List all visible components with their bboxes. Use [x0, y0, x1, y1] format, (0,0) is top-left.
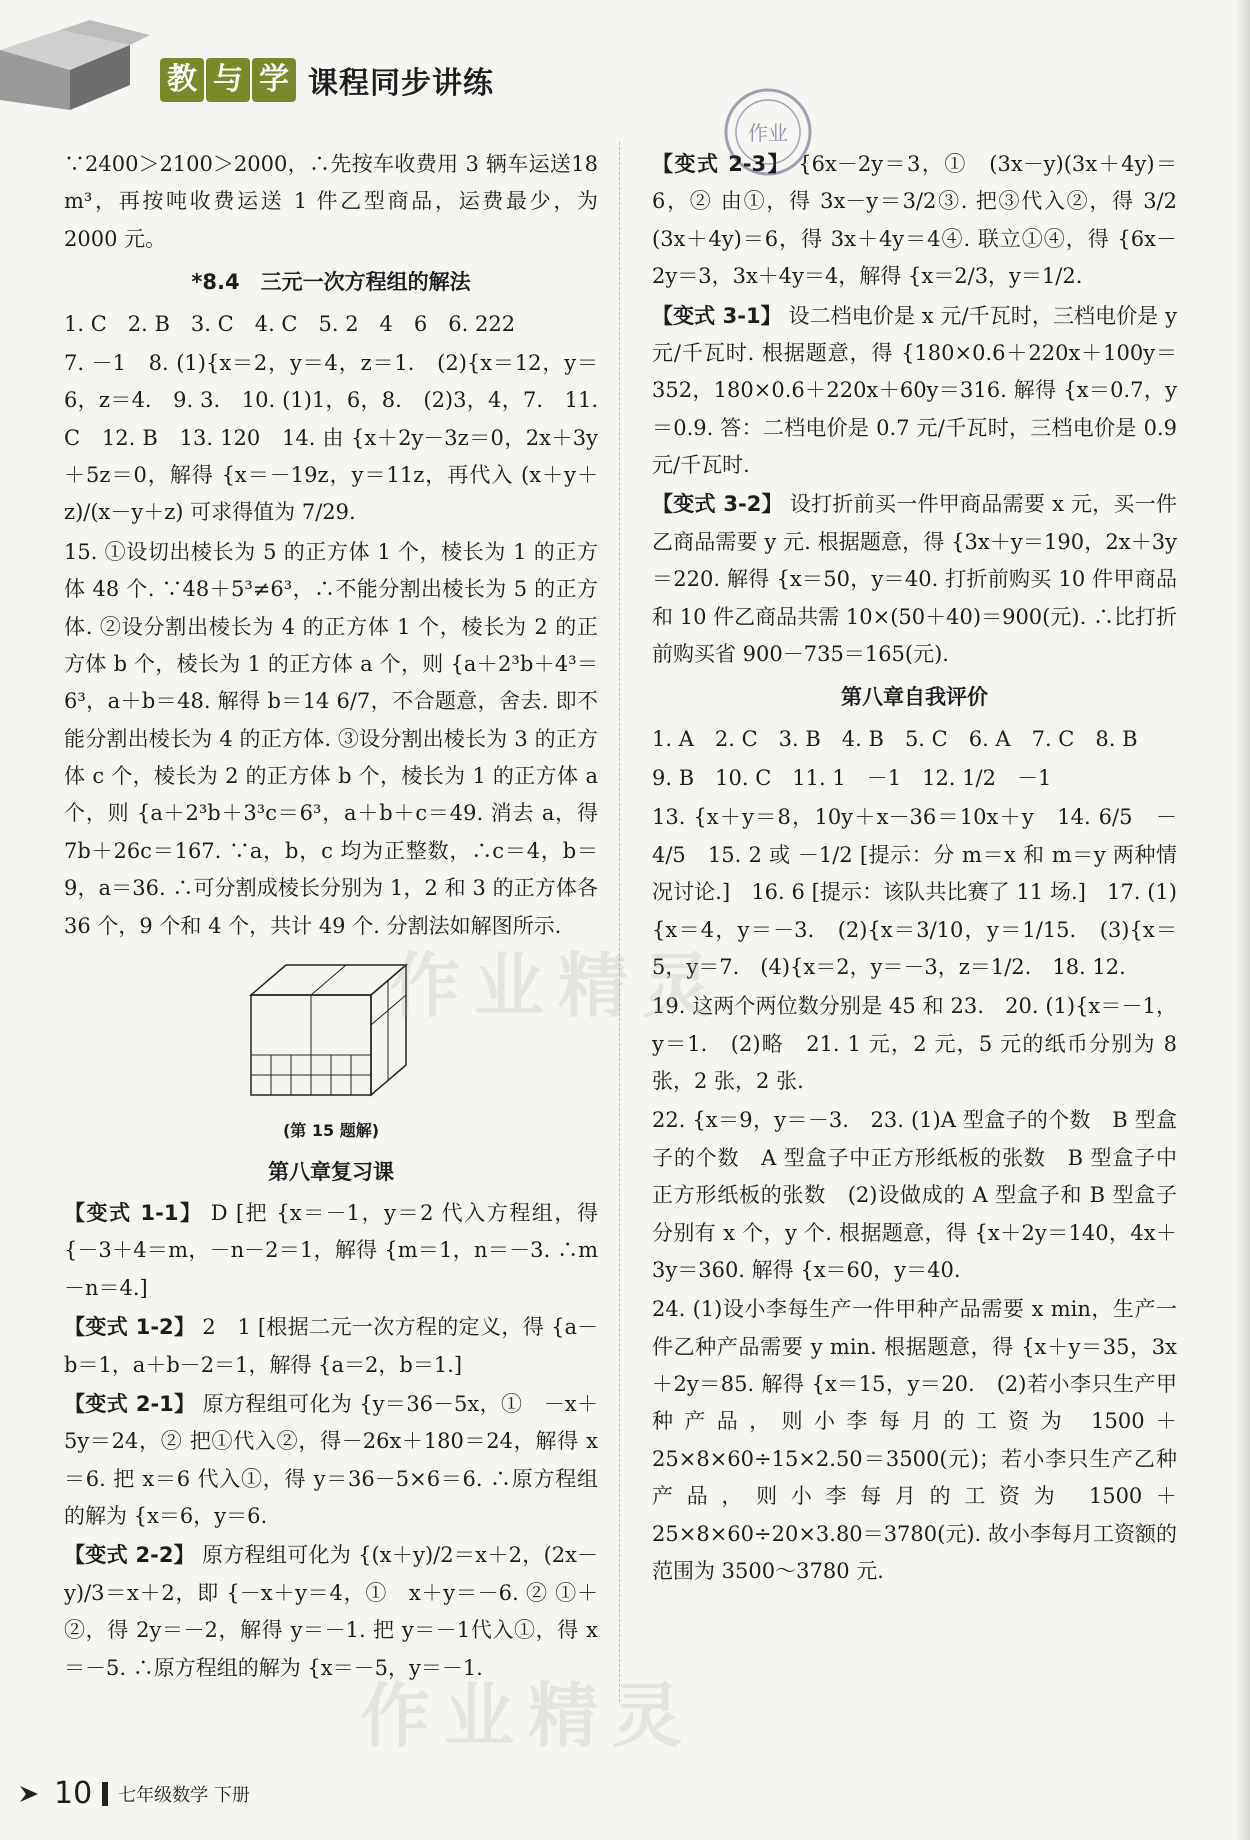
review-item [652, 298, 1177, 485]
variant-text: 原方程组可化为 {y＝36－5x，① －x＋5y＝24，② 把①代入②，得－26x＋180＝24，解得 x＝6. 把 x＝6 代入①，得 y＝36－5×6＝6. ∴原方程组的解为 {x＝6，y＝6. [64, 1391, 598, 1529]
variant-text: {6x－2y＝3，① (3x－y)(3x＋4y)＝6，② 由①，得 3x－y＝3/2③. 把③代入②，得 3/2 (3x＋4y)＝6，得 3x＋4y＝4④. 联立①④，得 {6x－2y＝3，3x＋4y＝4，解得 {x＝2/3，y＝1/2. [652, 152, 1177, 289]
page-number: 10 [54, 1776, 93, 1811]
answer-paragraph: 24. (1)设小李每生产一件甲种产品需要 x min，生产一件乙种产品需要 y min. 根据题意，得 {x＋y＝35，3x＋2y＝85. 解得 {x＝15，y＝20. (2)若小李只生产甲种产品，则小李每月的工资为 1500＋25×8×60÷15×2.50＝3500(元)；若小李只生产乙种产品，则小李每月的工资为 1500＋25×8×60÷20×3.80＝3780(元). 故小李每月工资额的范围为 3500～3780 元. [652, 1297, 1177, 1583]
variant-tag: 【变式 1-1】 [64, 1201, 203, 1226]
variant-tag: 【变式 3-2】 [652, 492, 783, 517]
answer-paragraph: 1. C 2. B 3. C 4. C 5. 2 4 6 6. 222 [64, 311, 516, 336]
brand-logo-char: 学 [252, 58, 296, 102]
brand [160, 58, 494, 102]
variant-tag: 【变式 1-2】 [64, 1315, 196, 1340]
variant-tag: 【变式 2-1】 [64, 1391, 196, 1416]
right-column [652, 146, 1177, 1592]
column-divider [619, 142, 621, 1702]
answer-paragraph: 7. －1 8. (1){x＝2，y＝4，z＝1. (2){x＝12，y＝6，z＝4. 9. 3. 10. (1)1，6，8. (2)3，4，7. 11. C 12. B 13. 120 14. 由 {x＋2y－3z＝0，2x＋3y＋5z＝0，解得 {x＝－19z，y＝11z，再代入 (x＋y＋z)/(x－y＋z) 可求得值为 7/29. [64, 350, 598, 525]
answer-paragraph: 13. {x＋y＝8，10y＋x－36＝10x＋y 14. 6/5 －4/5 15. 2 或 －1/2 [提示：分 m＝x 和 m＝y 两种情况讨论.] 16. 6 [提示：该队共比赛了 11 场.] 17. (1){x＝4，y＝－3. (2){x＝3/10，y＝1/15. (3){x＝5，y＝7. (4){x＝2，y＝－3，z＝1/2. 18. 12. [652, 805, 1177, 979]
left-column [64, 146, 598, 1689]
book-title: 课程同步讲练 [308, 66, 494, 101]
variant-text: 原方程组可化为 {(x＋y)/2＝x＋2，(2x－y)/3＝x＋2，即 {－x＋y＝4，① x＋y＝－6. ② ①＋②，得 2y＝－2，解得 y＝－1. 把 y＝－1代入①，得 x＝－5. ∴原方程组的解为 {x＝－5，y＝－1. [64, 1543, 598, 1680]
cube-decoration-icon [0, 20, 160, 110]
answer-paragraph: 1. A 2. C 3. B 4. B 5. C 6. A 7. C 8. B [652, 726, 1138, 751]
answer-paragraph: 9. B 10. C 11. 1 －1 12. 1/2 －1 [652, 766, 1052, 790]
brand-logo-char: 与 [206, 58, 250, 102]
variant-tag: 【变式 2-2】 [64, 1543, 196, 1568]
review-item [64, 1309, 598, 1384]
review-item [64, 1195, 598, 1307]
review-item [64, 1386, 598, 1536]
variant-text: 设打折前买一件甲商品需要 x 元，买一件乙商品需要 y 元. 根据题意，得 {3x＋y＝190，2x＋3y＝220. 解得 {x＝50，y＝40. 打折前购买 10 件甲商品和 10 件乙商品共需 10×(50＋40)＝900(元). ∴比打折前购买省 900－735＝165(元). [652, 492, 1177, 666]
section-title-8-4: *8.4 三元一次方程组的解法 [191, 270, 471, 295]
book-label: 七年级数学 下册 [118, 1784, 250, 1806]
variant-text: 设二档电价是 x 元/千瓦时，三档电价是 y 元/千瓦时. 根据题意，得 {180×0.6＋220x＋100y＝352，180×0.6＋220x＋60y＝316. 解得 {x＝0.7，y＝0.9. 答：二档电价是 0.7 元/千瓦时，三档电价是 0.9 元/千瓦时. [652, 303, 1177, 477]
answer-paragraph: 19. 这两个两位数分别是 45 和 23. 20. (1){x＝－1，y＝1. (2)略 21. 1 元，2 元，5 元的纸币分别为 8 张，2 张，2 张. [652, 994, 1177, 1093]
brand-logo-char: 教 [160, 58, 204, 102]
arrow-icon [20, 1784, 46, 1804]
variant-text: 2 1 [根据二元一次方程的定义，得 {a－b＝1，a＋b－2＝1，解得 {a＝2，b＝1.] [64, 1315, 598, 1377]
page-footer [20, 1776, 250, 1811]
page-header [0, 0, 1250, 118]
stamp-text: 作业 [748, 121, 788, 145]
review-item [652, 486, 1177, 673]
footer-separator [102, 1782, 108, 1806]
figure-caption: (第 15 题解) [282, 1121, 380, 1141]
answer-paragraph: ∵2400＞2100＞2000，∴先按车收费用 3 辆车运送18 m³，再按吨收费运送 1 件乙型商品，运费最少，为 2000 元。 [64, 152, 598, 251]
answer-paragraph: 15. ①设切出棱长为 5 的正方体 1 个，棱长为 1 的正方体 48 个. ∵48＋5³≠6³，∴不能分割出棱长为 5 的正方体. ②设分割出棱长为 4 的正方体 1 个，棱长为 2 的正方体 b 个，棱长为 1 的正方体 a 个，则 {a＋2³b＋4³＝6³，a＋b＝48. 解得 b＝14 6/7，不合题意，舍去. 即不能分割出棱长为 4 的正方体. ③设分割出棱长为 3 的正方体 c 个，棱长为 2 的正方体 b 个，棱长为 1 的正方体 a 个，则 {a＋2³b＋3³c＝6³，a＋b＋c＝49. 消去 a，得 7b＋26c＝167. ∵a，b，c 均为正整数，∴c＝4，b＝9，a＝36. ∴可分割成棱长分别为 1，2 和 3 的正方体各 36 个，9 个和 4 个，共计 49 个. 分割法如解图所示. [64, 539, 598, 938]
variant-text: D [把 {x＝－1，y＝2 代入方程组，得 {－3＋4＝m，－n－2＝1，解得 {m＝1，n＝－3. ∴m－n＝4.] [64, 1201, 598, 1300]
review-item [652, 146, 1177, 296]
watermark: 作业精灵 [390, 945, 726, 1027]
variant-tag: 【变式 2-3】 [652, 152, 791, 176]
section-title-self-eval: 第八章自我评价 [841, 685, 988, 710]
variant-tag: 【变式 3-1】 [652, 303, 782, 328]
section-title-review: 第八章复习课 [268, 1159, 394, 1184]
answer-paragraph: 22. {x＝9，y＝－3. 23. (1)A 型盒子的个数 B 型盒子的个数 A 型盒子中正方形纸板的张数 B 型盒子中正方形纸板的张数 (2)设做成的 A 型盒子和 B 型盒子分别有 x 个，y 个. 根据题意，得 {x＋2y＝140，4x＋3y＝360. 解得 {x＝60，y＝40. [652, 1108, 1177, 1282]
watermark: 作业精灵 [360, 1675, 696, 1757]
page-edge-shadow [1236, 0, 1250, 1840]
